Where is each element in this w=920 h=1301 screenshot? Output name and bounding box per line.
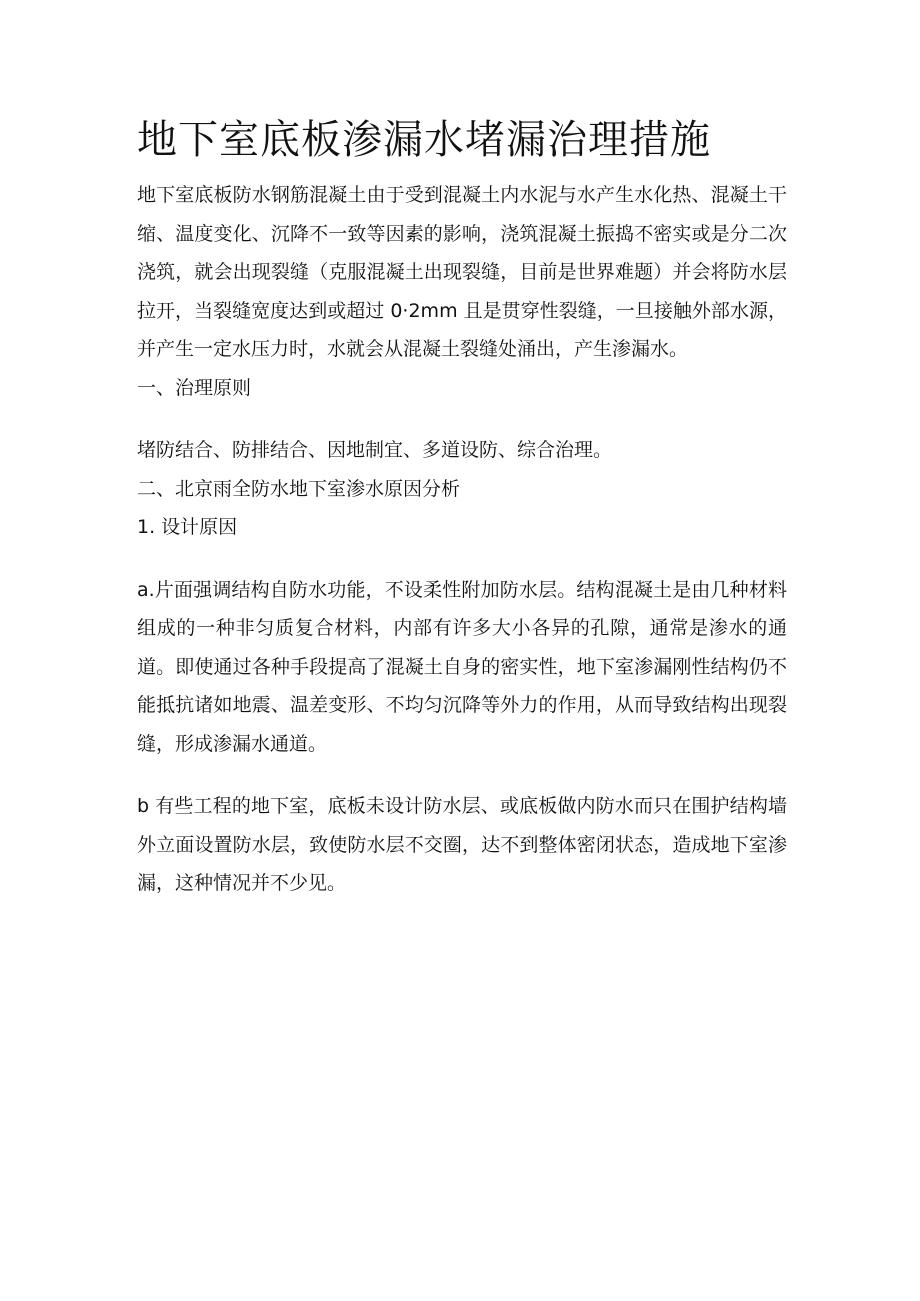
paragraph-a: a.片面强调结构自防水功能，不设柔性附加防水层。结构混凝土是由几种材料组成的一种非匀质复合材料，内部有许多大小各异的孔隙，通常是渗水的通道。即使通过各种手段提高了混凝土自身的密实性，地下室渗漏刚性结构仍不能抵抗诸如地震、温差变形、不均匀沉降等外力的作用，从而导致结构出现裂缝，形成渗漏水通道。 (137, 578, 787, 755)
intro-paragraph: 地下室底板防水钢筋混凝土由于受到混凝土内水泥与水产生水化热、混凝土干缩、温度变化、沉降不一致等因素的影响，浇筑混凝土振捣不密实或是分二次浇筑，就会出现裂缝（克服混凝土出现裂缝，目前是世界难题）并会将防水层拉开，当裂缝宽度达到或超过 0·2mm 且是贯穿性裂缝，一旦接触外部水源，并产生一定水压力时，水就会从混凝土裂缝处涌出，产生渗漏水。 (137, 184, 787, 360)
document-page (137, 112, 787, 903)
section-heading-causes: 二、北京雨全防水地下室渗水原因分析 (137, 477, 461, 500)
section-heading-principles: 一、治理原则 (137, 376, 252, 399)
document-title: 地下室底板渗漏水堵漏治理措施 (137, 117, 711, 163)
subsection-heading-design: 1. 设计原因 (137, 516, 238, 538)
principles-paragraph: 堵防结合、防排结合、因地制宜、多道设防、综合治理。 (137, 439, 613, 461)
paragraph-b: b 有些工程的地下室，底板未设计防水层、或底板做内防水而只在围护结构墙外立面设置防水层，致使防水层不交圈，达不到整体密闭状态，造成地下室渗漏，这种情况并不少见。 (137, 795, 787, 894)
